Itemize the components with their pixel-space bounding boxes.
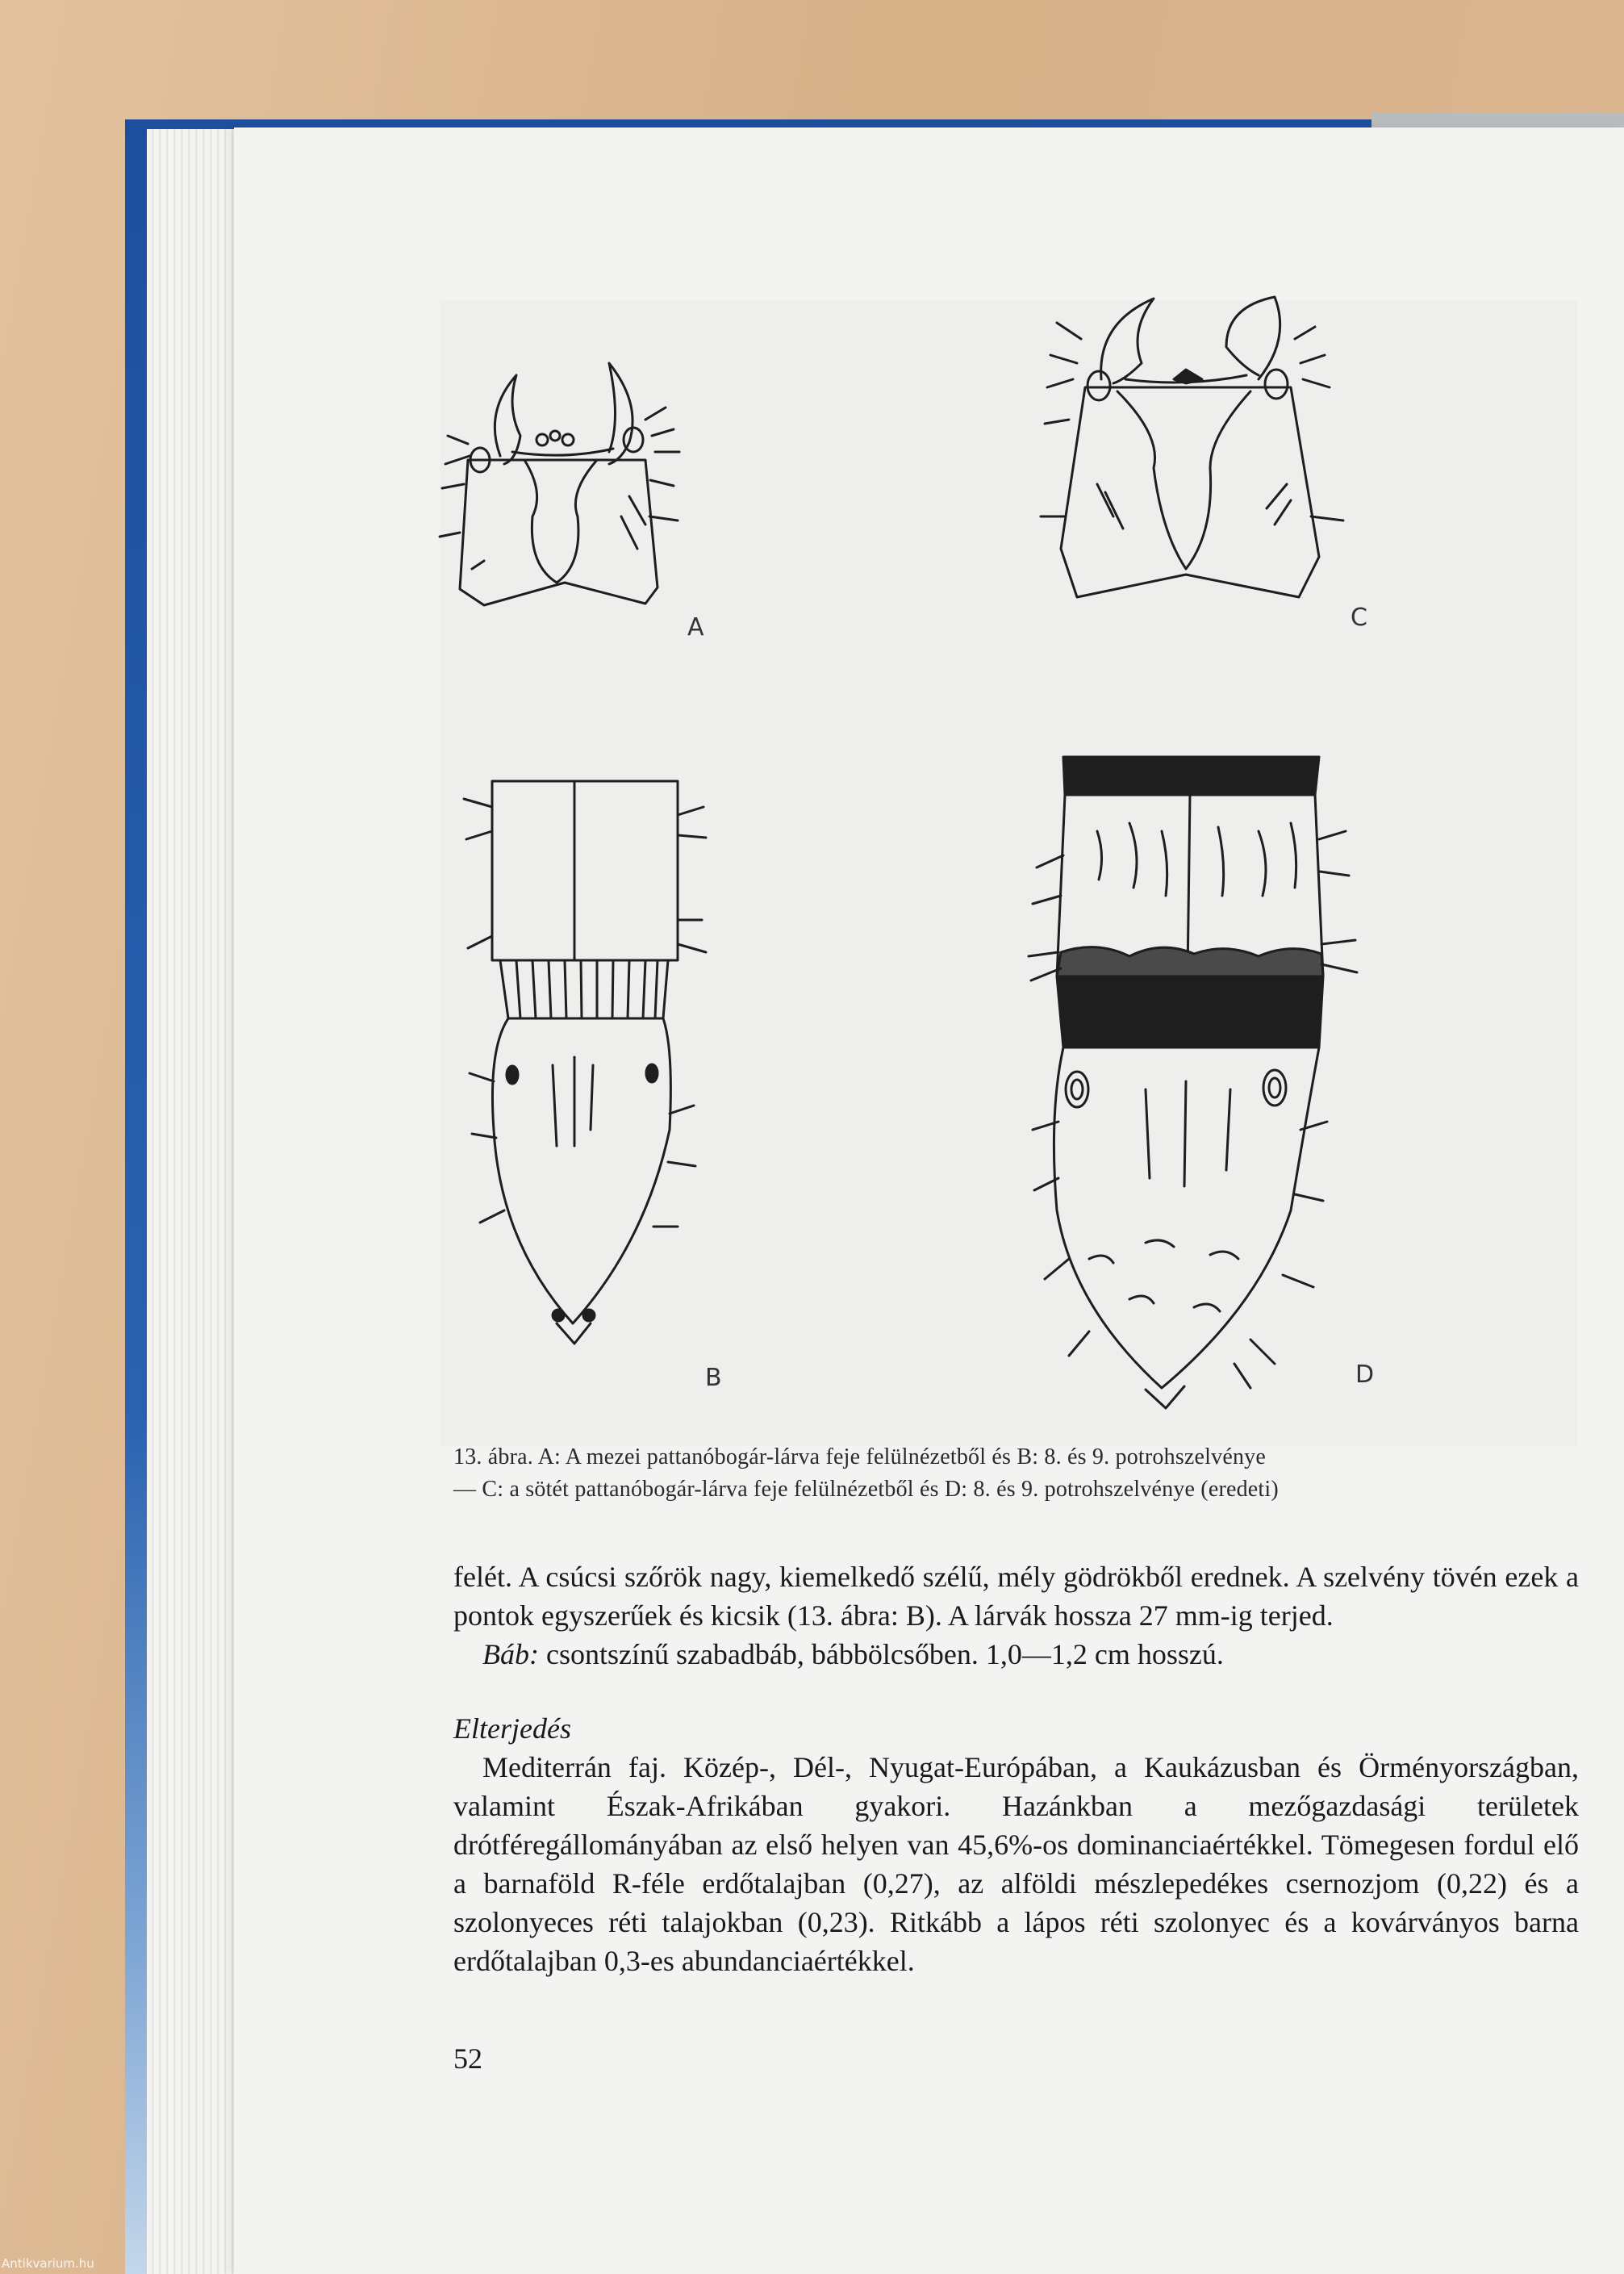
pupa-label: Báb:	[482, 1638, 539, 1670]
figure-caption-line-2: — C: a sötét pattanóbogár-lárva feje felülnézetből és D: 8. és 9. potrohszelvénye (eredeti)	[453, 1477, 1279, 1502]
section-heading-distribution: Elterjedés	[453, 1712, 571, 1745]
figure-label-a: A	[687, 613, 704, 642]
paragraph-pupa	[453, 1635, 1579, 1674]
paragraph-larva-description: felét. A csúcsi szőrök nagy, kiemelkedő szélű, mély gödrökből erednek. A szelvény tövén ezek a pontok egyszerűek és kicsik (13. ábra: B). A lárvák hossza 27 mm-ig terjed.	[453, 1561, 1579, 1632]
larva-head-c-drawing	[1041, 297, 1343, 597]
figure-caption	[453, 1441, 1575, 1506]
watermark: Antikvarium.hu	[2, 2256, 94, 2271]
larva-segments-b-drawing	[464, 781, 706, 1344]
body-text	[453, 1557, 1579, 1980]
page-number: 52	[453, 2042, 482, 2075]
figure-caption-line-1: 13. ábra. A: A mezei pattanóbogár-lárva feje felülnézetből és B: 8. és 9. potrohszelvénye	[453, 1444, 1267, 1469]
larva-segments-d-drawing	[1029, 757, 1357, 1408]
larva-head-a-drawing	[440, 363, 679, 605]
figure-label-c: C	[1351, 604, 1367, 632]
paragraph-distribution: Mediterrán faj. Közép-, Dél-, Nyugat-Európában, a Kaukázusban és Örményországban, valamint Észak-Afrikában gyakori. Hazánkban a mezőgazdasági területek drótféregállományában az első helyen van 45,6%-os dominanciaértékkel. Tömegesen fordul elő a barnaföld R-féle erdőtalajban (0,27), az alföldi mészlepedékes csernozjom (0,22) és a szolonyeces réti talajokban (0,23). Ritkább a lápos réti szolonyec és a kovárványos barna erdőtalajban 0,3-es abundanciaértékkel.	[453, 1751, 1579, 1977]
pupa-description: csontszínű szabadbáb, bábbölcsőben. 1,0—1,2 cm hosszú.	[538, 1638, 1224, 1670]
figure-label-b: B	[705, 1364, 722, 1392]
figure-label-d: D	[1355, 1361, 1375, 1389]
